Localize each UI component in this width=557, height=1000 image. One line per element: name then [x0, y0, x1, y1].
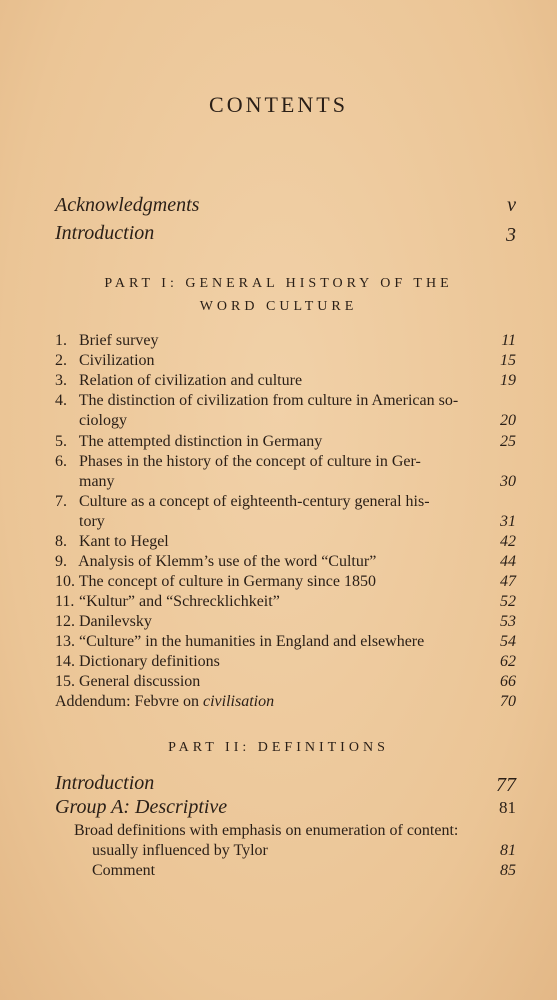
- toc-acknowledgments-page: v: [507, 194, 516, 216]
- entry-page: 47: [500, 573, 516, 590]
- entry-number: 7.: [55, 493, 67, 510]
- entry-page: 62: [500, 653, 516, 670]
- part1-heading-line1: PART I: GENERAL HISTORY OF THE: [104, 276, 453, 291]
- entry-page: 54: [500, 633, 516, 650]
- entry-page: 53: [500, 613, 516, 630]
- addendum-italic: civilisation: [202, 693, 275, 710]
- entry-number: 14.: [55, 653, 75, 670]
- entry-number: 10.: [55, 573, 75, 590]
- toc-entry: [55, 492, 516, 512]
- entry-page: 52: [500, 593, 516, 610]
- entry-title: The concept of culture in Germany since 1850: [78, 573, 376, 590]
- entry-page: 15: [500, 352, 516, 369]
- toc-entry: [55, 452, 516, 472]
- entry-number: 15.: [55, 673, 75, 690]
- entry-page: 31: [500, 513, 516, 530]
- group-a-description-page: 81: [500, 842, 516, 859]
- toc-entry: [55, 552, 516, 572]
- group-a-comment: Comment: [92, 862, 156, 879]
- addendum-text: Addendum: Febvre on: [55, 693, 203, 710]
- toc-introduction-page: 3: [506, 224, 516, 246]
- entry-number: 5.: [55, 433, 67, 450]
- toc-part2-introduction: Introduction: [55, 772, 155, 794]
- group-a-comment-page: 85: [500, 862, 516, 879]
- toc-group-a-page: 81: [499, 798, 516, 817]
- entry-title: Phases in the history of the concept of culture in Ger-: [79, 453, 421, 470]
- entry-page: 70: [500, 693, 516, 710]
- entry-number: 12.: [55, 613, 75, 630]
- toc-entry: [55, 632, 516, 652]
- entry-title: The attempted distinction in Germany: [78, 433, 323, 450]
- entry-number: 13.: [55, 633, 75, 650]
- entry-number: 3.: [55, 372, 67, 389]
- entry-title: “Kultur” and “Schrecklichkeit”: [79, 593, 280, 610]
- entry-page: 30: [500, 473, 516, 490]
- entry-page: 19: [500, 372, 516, 389]
- toc-entry: [55, 331, 516, 351]
- toc-entry: [55, 652, 516, 672]
- entry-page: 66: [500, 673, 516, 690]
- entry-number: 2.: [55, 352, 67, 369]
- toc-entry: [55, 371, 516, 391]
- toc-entry: [55, 612, 516, 632]
- group-a-description-line1: Broad definitions with emphasis on enumeration of content:: [74, 822, 459, 839]
- entry-title-continued: tory: [79, 513, 105, 530]
- entry-number: 1.: [55, 332, 67, 349]
- toc-group-a: Group A: Descriptive: [55, 796, 228, 818]
- entry-title: “Culture” in the humanities in England and elsewhere: [79, 633, 425, 650]
- toc-acknowledgments: Acknowledgments: [55, 194, 200, 216]
- toc-introduction: Introduction: [55, 222, 155, 244]
- toc-entry: [55, 351, 516, 371]
- entry-page: 11: [501, 332, 516, 349]
- toc-entry: [55, 572, 516, 592]
- entry-title: Brief survey: [79, 332, 159, 349]
- entry-number: 9.: [55, 553, 67, 570]
- entry-page: 25: [500, 433, 516, 450]
- part1-heading-line2: WORD CULTURE: [199, 299, 358, 314]
- toc-entry: [55, 592, 516, 612]
- entry-title: Civilization: [79, 352, 155, 369]
- entry-title: General discussion: [79, 673, 201, 690]
- toc-entry: [55, 672, 516, 692]
- entry-title-continued: ciology: [79, 412, 127, 429]
- entry-title: Dictionary definitions: [79, 653, 220, 670]
- entry-title: The distinction of civilization from culture in American so-: [78, 392, 459, 409]
- toc-entry-continuation: [55, 411, 516, 431]
- entry-page: 44: [500, 553, 516, 570]
- entry-page: 42: [500, 533, 516, 550]
- toc-entry: [55, 532, 516, 552]
- entry-title: Analysis of Klemm’s use of the word “Cultur”: [78, 553, 377, 570]
- toc-entry: [55, 432, 516, 452]
- toc-entry-continuation: [55, 512, 516, 532]
- entry-number: 8.: [55, 533, 67, 550]
- toc-part2-introduction-page: 77: [496, 774, 516, 796]
- entry-number: 4.: [55, 392, 67, 409]
- entry-title-continued: many: [79, 473, 115, 490]
- entry-title: Kant to Hegel: [79, 533, 169, 550]
- entry-title: Relation of civilization and culture: [79, 372, 303, 389]
- entry-title: Culture as a concept of eighteenth-century general his-: [79, 493, 430, 510]
- entry-page: 20: [500, 412, 516, 429]
- group-a-description-line2: usually influenced by Tylor: [92, 842, 268, 859]
- entry-number: 11.: [55, 593, 75, 610]
- part2-heading: PART II: DEFINITIONS: [168, 740, 389, 755]
- entry-number: 6.: [55, 453, 67, 470]
- toc-entry-continuation: [55, 472, 516, 492]
- toc-addendum: [55, 692, 516, 712]
- page-title: CONTENTS: [209, 92, 348, 117]
- entry-title: Danilevsky: [79, 613, 152, 630]
- toc-entry: [55, 391, 516, 411]
